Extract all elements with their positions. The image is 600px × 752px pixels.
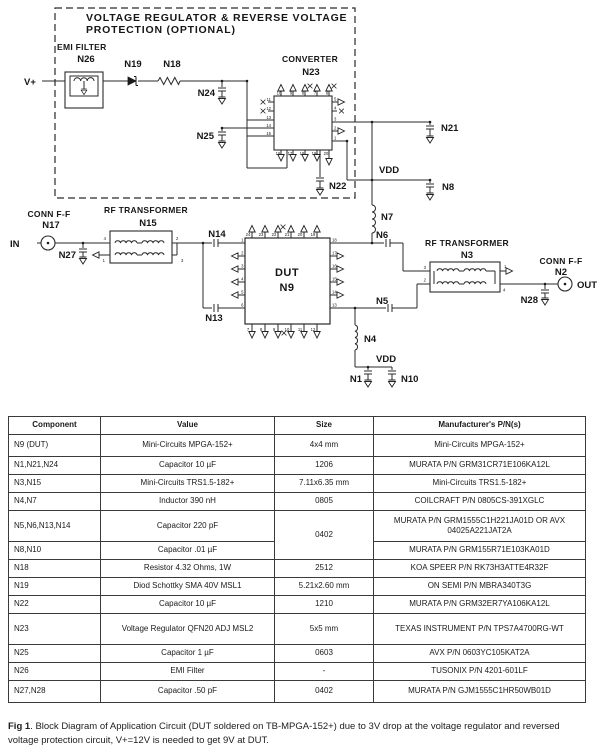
table-row bbox=[9, 560, 586, 578]
converter-pin: 7 bbox=[313, 90, 317, 96]
dut-ref: N9 bbox=[279, 282, 295, 294]
n26-label: N26 bbox=[77, 54, 95, 65]
cell-value: Capacitor 1 µF bbox=[101, 645, 275, 663]
transformer-pin: 3 bbox=[181, 258, 184, 263]
cell-size: 7.11x6.35 mm bbox=[275, 475, 374, 493]
cell-value: Diod Schottky SMA 40V MSL1 bbox=[101, 578, 275, 596]
n21-label: N21 bbox=[441, 123, 459, 134]
n18-label: N18 bbox=[163, 59, 181, 70]
figure-caption bbox=[8, 720, 592, 749]
cell-component: N27,N28 bbox=[9, 681, 101, 703]
cell-mfr: COILCRAFT P/N 0805CS-391XGLC bbox=[374, 493, 586, 511]
converter-pin: 1 bbox=[334, 135, 337, 141]
n13-label: N13 bbox=[205, 313, 223, 324]
converter-pin: 17 bbox=[287, 151, 293, 156]
n8-label: N8 bbox=[442, 182, 455, 193]
dut-pin: 20 bbox=[297, 232, 303, 237]
converter-ic bbox=[261, 84, 345, 165]
n17-label: N17 bbox=[42, 220, 60, 231]
converter-pin: 8 bbox=[301, 90, 305, 96]
rf-transformer-n15 bbox=[93, 231, 185, 263]
transformer-pin: 1 bbox=[102, 258, 105, 263]
converter-pin: 16 bbox=[275, 151, 281, 156]
dut-pin: 6 bbox=[241, 302, 244, 308]
cell-value: Capacitor 10 µF bbox=[101, 457, 275, 475]
n23-label: N23 bbox=[302, 67, 320, 78]
dut-pin: 7 bbox=[246, 327, 250, 332]
resistor-symbol bbox=[158, 78, 180, 85]
n28-label: N28 bbox=[520, 295, 538, 306]
vdd-top-label: VDD bbox=[379, 165, 400, 176]
conn-in-symbol bbox=[37, 236, 55, 250]
vdd-bottom-label: VDD bbox=[376, 354, 397, 365]
cell-size: 1210 bbox=[275, 596, 374, 614]
cell-value: Capacitor .01 µF bbox=[101, 542, 275, 560]
table-row bbox=[9, 475, 586, 493]
cell-size: 1206 bbox=[275, 457, 374, 475]
cell-value: Capacitor 220 pF bbox=[101, 511, 275, 542]
figure-caption-number: Fig 1 bbox=[8, 721, 31, 732]
n7-label: N7 bbox=[381, 212, 394, 223]
cell-size: 4x4 mm bbox=[275, 435, 374, 457]
cell-value: Mini-Circuits TRS1.5-182+ bbox=[101, 475, 275, 493]
cell-mfr: Mini-Circuits MPGA-152+ bbox=[374, 435, 586, 457]
converter-pin: 5 bbox=[334, 96, 337, 102]
dut-pin: 12 bbox=[310, 327, 316, 332]
cell-component: N3,N15 bbox=[9, 475, 101, 493]
converter-pin: 9 bbox=[289, 90, 293, 96]
converter-pin: 12 bbox=[266, 106, 271, 111]
dut-pin: 9 bbox=[272, 327, 276, 332]
rf-transformer-n3 bbox=[424, 262, 513, 293]
n3-label: N3 bbox=[460, 250, 474, 261]
transformer-pin: 2 bbox=[423, 277, 426, 283]
dut-pin: 18 bbox=[332, 237, 337, 243]
n10-label: N10 bbox=[401, 374, 419, 385]
cell-mfr: MURATA P/N GRM1555C1H221JA01D OR AVX 04025A221JAT2A bbox=[374, 511, 586, 542]
rf-left-label: RF TRANSFORMER bbox=[104, 205, 188, 215]
cell-mfr: ON SEMI P/N MBRA340T3G bbox=[374, 578, 586, 596]
table-row bbox=[9, 578, 586, 596]
dut-pin: 21 bbox=[284, 232, 290, 237]
diode-symbol bbox=[128, 77, 138, 86]
converter-pin: 2 bbox=[334, 125, 337, 131]
converter-pin: 10 bbox=[276, 90, 282, 96]
transformer-pin: 2 bbox=[176, 236, 179, 241]
col-header-mfr: Manufacturer's P/N(s) bbox=[374, 417, 586, 435]
cell-mfr: KOA SPEER P/N RK73H3ATTE4R32F bbox=[374, 560, 586, 578]
cell-size: 2512 bbox=[275, 560, 374, 578]
dut-pin: 15 bbox=[332, 276, 337, 282]
converter-pin: 11 bbox=[266, 97, 271, 102]
n4-label: N4 bbox=[364, 334, 377, 345]
dut-label: DUT bbox=[274, 267, 300, 279]
conn-out-title: CONN F-F bbox=[539, 256, 583, 266]
vplus-label: V+ bbox=[24, 77, 36, 88]
dut-pin: 16 bbox=[332, 263, 337, 269]
converter-pin: 15 bbox=[266, 131, 271, 136]
dut-pin: 10 bbox=[284, 327, 290, 332]
col-header-component: Component bbox=[9, 417, 101, 435]
cell-component: N4,N7 bbox=[9, 493, 101, 511]
n27-label: N27 bbox=[58, 250, 76, 261]
converter-pin: 3 bbox=[334, 116, 337, 122]
dut-pin: 11 bbox=[297, 327, 303, 332]
cell-mfr: TEXAS INSTRUMENT P/N TPS7A4700RG-WT bbox=[374, 614, 586, 645]
converter-pin: 6 bbox=[325, 90, 329, 96]
cell-size: 5.21x2.60 mm bbox=[275, 578, 374, 596]
cell-component: N18 bbox=[9, 560, 101, 578]
dut-pin: 23 bbox=[258, 232, 264, 237]
dut-pin: 24 bbox=[245, 232, 251, 237]
cell-size: 5x5 mm bbox=[275, 614, 374, 645]
table-row bbox=[9, 681, 586, 703]
n22-label: N22 bbox=[329, 181, 347, 192]
cell-value: Resistor 4.32 Ohms, 1W bbox=[101, 560, 275, 578]
cell-size: 0805 bbox=[275, 493, 374, 511]
converter-pin: 13 bbox=[266, 115, 271, 120]
n19-label: N19 bbox=[124, 59, 142, 70]
cell-mfr: Mini-Circuits TRS1.5-182+ bbox=[374, 475, 586, 493]
cell-component: N9 (DUT) bbox=[9, 435, 101, 457]
component-table-wrap bbox=[8, 416, 585, 703]
cell-component: N26 bbox=[9, 663, 101, 681]
dut-pin: 2 bbox=[241, 250, 244, 256]
converter-pin: 20 bbox=[323, 151, 329, 156]
dut-pin: 17 bbox=[332, 250, 337, 256]
diagram-title-line2: PROTECTION (OPTIONAL) bbox=[86, 24, 236, 36]
transformer-pin: 1 bbox=[504, 264, 507, 269]
diagram-title-line1: VOLTAGE REGULATOR & REVERSE VOLTAGE bbox=[86, 12, 348, 24]
n6-label: N6 bbox=[376, 230, 389, 241]
in-label: IN bbox=[10, 239, 20, 250]
rf-right-label: RF TRANSFORMER bbox=[425, 238, 509, 248]
dut-pin: 4 bbox=[241, 276, 244, 282]
cell-value: Voltage Regulator QFN20 ADJ MSL2 bbox=[101, 614, 275, 645]
dut-pin: 1 bbox=[241, 237, 244, 243]
col-header-value: Value bbox=[101, 417, 275, 435]
cell-value: Capacitor 10 µF bbox=[101, 596, 275, 614]
cell-mfr: MURATA P/N GRM155R71E103KA01D bbox=[374, 542, 586, 560]
table-row bbox=[9, 493, 586, 511]
converter-pin: 18 bbox=[299, 151, 305, 156]
transformer-pin: 4 bbox=[503, 287, 506, 293]
dut-pin: 5 bbox=[241, 289, 244, 295]
cell-value: EMI Filter bbox=[101, 663, 275, 681]
dut-ic bbox=[232, 225, 344, 338]
cell-value: Inductor 390 nH bbox=[101, 493, 275, 511]
cell-component: N19 bbox=[9, 578, 101, 596]
cell-mfr: MURATA P/N GRM31CR71E106KA12L bbox=[374, 457, 586, 475]
cell-mfr: TUSONIX P/N 4201-601LF bbox=[374, 663, 586, 681]
cell-size: 0603 bbox=[275, 645, 374, 663]
dut-pin: 3 bbox=[241, 263, 244, 269]
dut-pin: 22 bbox=[271, 232, 277, 237]
cell-component: N8,N10 bbox=[9, 542, 101, 560]
table-row bbox=[9, 663, 586, 681]
dut-pin: 13 bbox=[332, 302, 337, 308]
cell-component: N23 bbox=[9, 614, 101, 645]
transformer-pin: 4 bbox=[103, 236, 106, 241]
inductor-n4 bbox=[355, 325, 358, 350]
emi-filter-label: EMI FILTER bbox=[57, 42, 107, 52]
cell-mfr: MURATA P/N GRM32ER7YA106KA12L bbox=[374, 596, 586, 614]
conn-out-symbol bbox=[558, 277, 572, 291]
col-header-size: Size bbox=[275, 417, 374, 435]
component-table bbox=[8, 416, 586, 703]
cell-mfr: MURATA P/N GJM1555C1HR50WB01D bbox=[374, 681, 586, 703]
dut-pin: 8 bbox=[259, 327, 263, 332]
table-row bbox=[9, 435, 586, 457]
table-row bbox=[9, 614, 586, 645]
converter-pin: 4 bbox=[334, 105, 337, 111]
cell-component: N25 bbox=[9, 645, 101, 663]
n5-label: N5 bbox=[376, 296, 389, 307]
cell-component: N5,N6,N13,N14 bbox=[9, 511, 101, 542]
n25-label: N25 bbox=[196, 131, 214, 142]
n15-label: N15 bbox=[139, 218, 157, 229]
table-row bbox=[9, 645, 586, 663]
cell-component: N22 bbox=[9, 596, 101, 614]
cell-size: 0402 bbox=[275, 681, 374, 703]
converter-pin: 19 bbox=[311, 151, 317, 156]
transformer-pin: 3 bbox=[423, 265, 426, 270]
converter-label: CONVERTER bbox=[281, 54, 339, 64]
cell-value: Capacitor .50 pF bbox=[101, 681, 275, 703]
cell-mfr: AVX P/N 0603YC105KAT2A bbox=[374, 645, 586, 663]
table-row bbox=[9, 511, 586, 542]
table-row bbox=[9, 457, 586, 475]
dut-pin: 14 bbox=[332, 289, 337, 295]
inductor-n7 bbox=[372, 205, 376, 233]
n14-label: N14 bbox=[208, 229, 226, 240]
cell-component: N1,N21,N24 bbox=[9, 457, 101, 475]
dut-pin: 19 bbox=[310, 232, 316, 237]
n1-label: N1 bbox=[349, 374, 362, 385]
cell-size-merged: 0402 bbox=[275, 511, 374, 560]
converter-pin: 14 bbox=[266, 123, 271, 128]
figure-caption-text: . Block Diagram of Application Circuit (DUT soldered on TB-MPGA-152+) due to 3V drop at the voltage regulator and reversed voltage protection circuit, V+=12V is needed to get 9V at DUT. bbox=[8, 721, 560, 747]
out-label: OUT bbox=[577, 280, 598, 291]
table-row bbox=[9, 596, 586, 614]
conn-in-title: CONN F-F bbox=[27, 209, 71, 219]
cell-value: Mini-Circuits MPGA-152+ bbox=[101, 435, 275, 457]
cell-size: - bbox=[275, 663, 374, 681]
n24-label: N24 bbox=[197, 88, 215, 99]
table-header-row bbox=[9, 417, 586, 435]
n2-label: N2 bbox=[554, 267, 568, 278]
